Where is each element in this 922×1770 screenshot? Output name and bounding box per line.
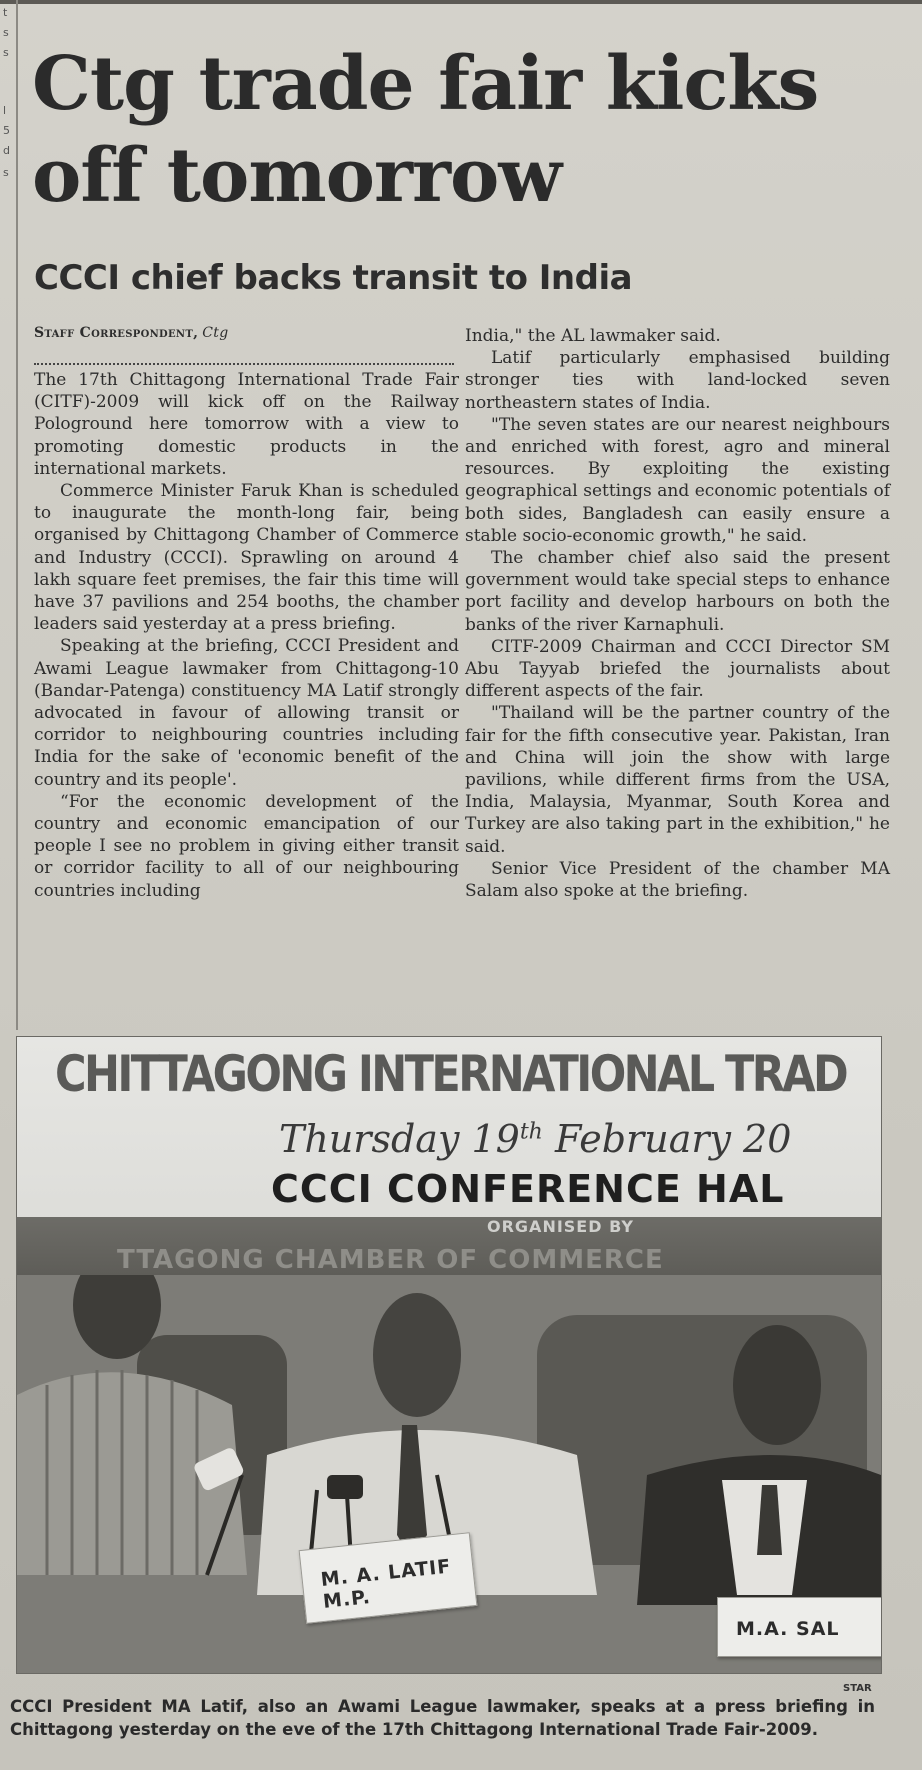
nameplate-text: M. A. LATIF M.P. (319, 1555, 453, 1613)
article-column-2 (465, 325, 890, 902)
column-divider (16, 0, 18, 1030)
paragraph: “For the economic development of the country and economic emancipation of our people I see no problem in giving either transit or corridor facility to all of our neighbouring countries including (34, 791, 459, 901)
edge-letter: s (3, 26, 9, 39)
photo-credit: STAR (843, 1683, 872, 1694)
paragraph: "Thailand will be the partner country of the fair for the fifth consecutive year. Pakistan, Iran and China will join the show with large pavilions, while different firms from the USA, India, Malaysia, Myanmar, South Korea and Turkey are also taking part in the exhibition," he said. (465, 703, 890, 857)
paragraph: "The seven states are our nearest neighbours and enriched with forest, agro and mineral resources. By exploiting the existing geographical settings and economic potentials of both sides, Bangladesh can easily ensure a stable socio-economic growth," he said. (465, 414, 890, 546)
paragraph: Senior Vice President of the chamber MA Salam also spoke at the briefing. (465, 858, 890, 902)
top-border (0, 0, 922, 4)
edge-letter: s (3, 46, 9, 59)
banner-venue: CCCI CONFERENCE HAL (271, 1167, 785, 1211)
left-edge-text (0, 0, 14, 1035)
paragraph: Speaking at the briefing, CCCI President and Awami League lawmaker from Chittagong-10 (Bandar-Patenga) constituency MA Latif strongly advocated in favour of allowing transit or corridor to neighbouring countries including India for the sake of 'economic benefit of the country and its people'. (34, 636, 459, 790)
headline: Ctg trade fair kicks off tomorrow (32, 41, 819, 219)
paragraph: The chamber chief also said the present government would take special steps to enhance port facility and develop harbours on both the banks of the river Karnaphuli. (465, 548, 890, 635)
organised-by-label: ORGANISED BY (487, 1217, 634, 1236)
banner-date (279, 1117, 791, 1161)
article-column-1 (34, 369, 459, 902)
nameplate-salam (717, 1597, 882, 1657)
nameplate-text: M.A. SAL (736, 1618, 840, 1640)
paragraph: The 17th Chittagong International Trade Fair (CITF)-2009 will kick off on the Railway Pologround here tomorrow with a view to promoting domestic products in the international markets. (34, 370, 459, 479)
subheadline: CCCI chief backs transit to India (34, 258, 633, 298)
byline-author: Staff Correspondent, (34, 325, 199, 341)
edge-letter: t (3, 6, 8, 19)
press-briefing-photo (16, 1036, 882, 1674)
paragraph: Commerce Minister Faruk Khan is scheduled to inaugurate the month-long fair, being organised by Chittagong Chamber of Commerce and Industry (CCCI). Sprawling on around 4 lakh square feet premises, the fair this time will have 37 pavilions and 254 booths, the chamber leaders said yesterday at a press briefing. (34, 481, 459, 635)
paragraph: Latif particularly emphasised building stronger ties with land-locked seven northeastern states of India. (465, 348, 890, 413)
edge-letter: s (3, 166, 9, 179)
banner-ordinal: th (519, 1119, 543, 1145)
edge-letter: l (3, 104, 7, 117)
byline (34, 325, 454, 341)
paragraph: India," the AL lawmaker said. (465, 326, 721, 346)
event-banner (17, 1037, 881, 1247)
photo-caption: CCCI President MA Latif, also an Awami League lawmaker, speaks at a press briefing in Chittagong yesterday on the eve of the 17th Chittagong International Trade Fair-2009. (10, 1697, 875, 1739)
edge-letter: 5 (3, 124, 10, 137)
byline-location: Ctg (202, 325, 229, 341)
banner-day: Thursday 19 (279, 1117, 520, 1161)
edge-letter: d (3, 144, 10, 157)
byline-divider (34, 363, 454, 365)
paragraph: CITF-2009 Chairman and CCCI Director SM Abu Tayyab briefed the journalists about different aspects of the fair. (465, 636, 890, 702)
organiser-name: TTAGONG CHAMBER OF COMMERCE (117, 1245, 664, 1275)
banner-title: CHITTAGONG INTERNATIONAL TRAD (55, 1045, 847, 1103)
banner-month: February 20 (554, 1117, 792, 1161)
